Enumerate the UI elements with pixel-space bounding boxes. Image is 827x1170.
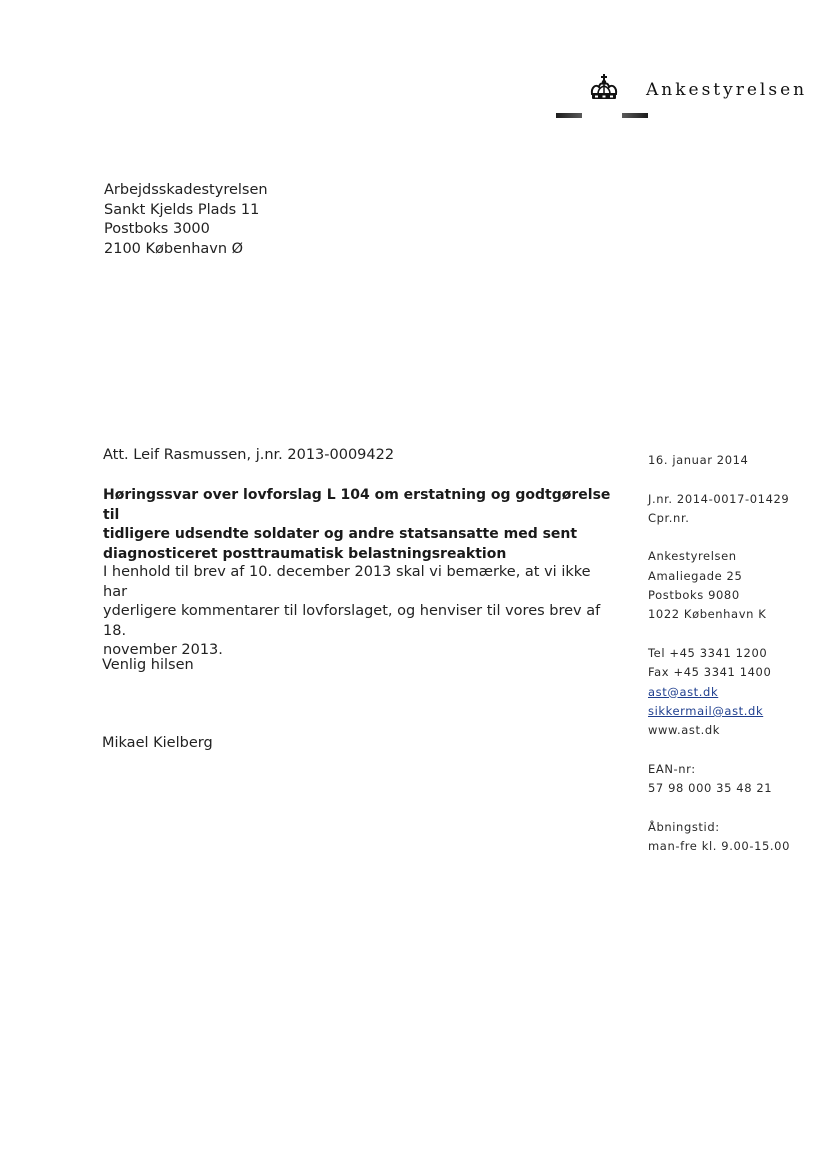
body-line: november 2013. xyxy=(103,642,223,658)
subject-line: diagnosticeret posttraumatisk belastningsreaktion xyxy=(103,545,507,562)
crown-icon xyxy=(588,74,620,102)
ean-label: EAN-nr: xyxy=(648,761,696,776)
letter-signature: Mikael Kielberg xyxy=(102,735,213,751)
letter-body xyxy=(103,563,603,661)
organization-name: Ankestyrelsen xyxy=(646,80,808,100)
opening-hours-value: man-fre kl. 9.00-15.00 xyxy=(648,838,790,853)
subject-line: Høringssvar over lovforslag L 104 om erstatning og godtgørelse til xyxy=(103,487,611,523)
sender-name: Ankestyrelsen xyxy=(648,549,737,564)
recipient-address xyxy=(104,181,268,259)
sender-info-column xyxy=(648,451,790,856)
sender-street: Amaliegade 25 xyxy=(648,568,743,583)
logo-bar-right xyxy=(622,113,648,118)
subject-line: tidligere udsendte soldater og andre statsansatte med sent xyxy=(103,526,578,542)
fax-number: Fax +45 3341 1400 xyxy=(648,665,772,680)
journal-number: J.nr. 2014-0017-01429 xyxy=(648,491,790,506)
website: www.ast.dk xyxy=(648,723,720,738)
recipient-name: Arbejdsskadestyrelsen xyxy=(104,182,268,198)
sender-pobox: Postboks 9080 xyxy=(648,588,740,603)
logo-bar-left xyxy=(556,113,582,118)
recipient-pobox: Postboks 3000 xyxy=(104,221,210,237)
body-line: I henhold til brev af 10. december 2013 skal vi bemærke, at vi ikke har xyxy=(103,564,591,600)
recipient-street: Sankt Kjelds Plads 11 xyxy=(104,201,260,218)
ean-value: 57 98 000 35 48 21 xyxy=(648,781,773,796)
letter-closing: Venlig hilsen xyxy=(102,657,194,673)
recipient-city: 2100 København Ø xyxy=(104,240,244,257)
email-link[interactable]: ast@ast.dk xyxy=(648,684,719,699)
sender-city: 1022 København K xyxy=(648,607,767,622)
cpr-number: Cpr.nr. xyxy=(648,510,690,525)
body-line: yderligere kommentarer til lovforslaget, og henviser til vores brev af 18. xyxy=(103,603,601,639)
attention-line: Att. Leif Rasmussen, j.nr. 2013-0009422 xyxy=(103,447,395,463)
secure-email-link[interactable]: sikkermail@ast.dk xyxy=(648,703,764,718)
opening-hours-label: Åbningstid: xyxy=(648,819,720,834)
letter-subject xyxy=(103,486,618,564)
phone-number: Tel +45 3341 1200 xyxy=(648,645,768,660)
letter-date: 16. januar 2014 xyxy=(648,453,749,467)
